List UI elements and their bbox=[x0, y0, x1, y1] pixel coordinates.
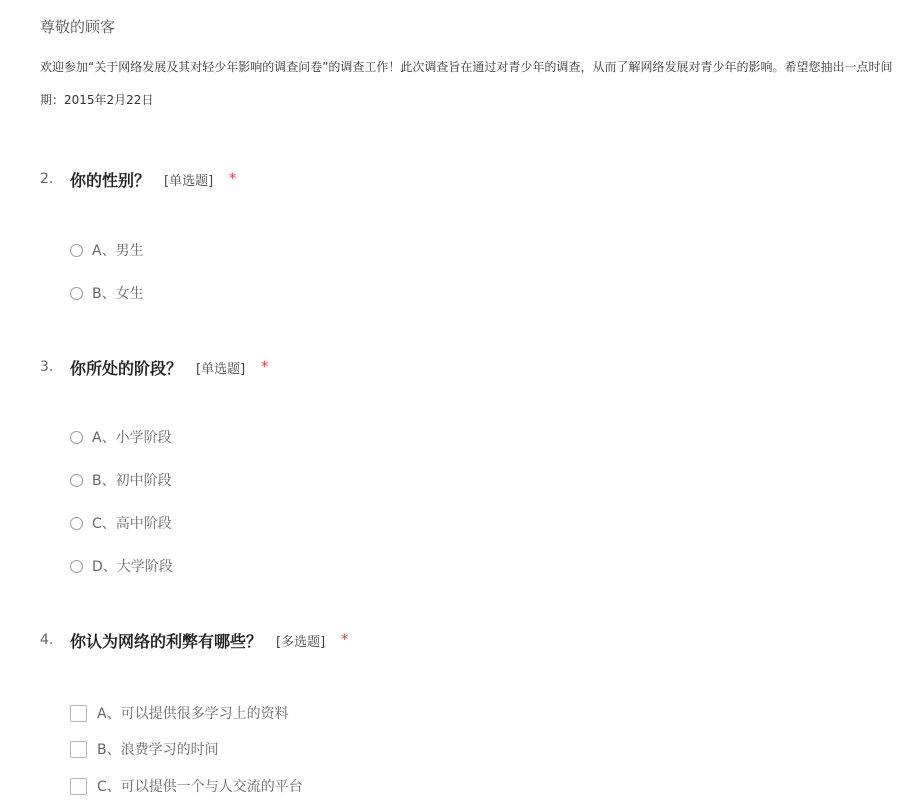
option-label: D、大学阶段 bbox=[92, 559, 173, 575]
radio-button-icon[interactable] bbox=[70, 517, 83, 530]
question-type-tag: [单选题] bbox=[164, 173, 214, 189]
radio-button-icon[interactable] bbox=[70, 287, 83, 300]
radio-button-icon[interactable] bbox=[70, 474, 83, 487]
question-type-tag: [多选题] bbox=[276, 634, 326, 650]
option-label: B、女生 bbox=[92, 286, 144, 302]
question-number: 3. bbox=[40, 359, 54, 375]
option-communication-platform[interactable] bbox=[70, 776, 303, 796]
radio-button-icon[interactable] bbox=[70, 431, 83, 444]
checkbox-icon[interactable] bbox=[70, 778, 87, 795]
question-number: 4. bbox=[40, 632, 54, 648]
question-2-header bbox=[40, 167, 236, 191]
question-title: 你的性别？ bbox=[70, 170, 151, 190]
required-mark: * bbox=[341, 632, 349, 648]
question-type-tag: [单选题] bbox=[196, 361, 246, 377]
option-junior-high[interactable] bbox=[70, 470, 172, 490]
option-female[interactable] bbox=[70, 283, 144, 303]
question-number: 2. bbox=[40, 171, 54, 187]
required-mark: * bbox=[261, 359, 269, 375]
option-senior-high[interactable] bbox=[70, 513, 172, 533]
question-title: 你认为网络的利弊有哪些？ bbox=[70, 631, 263, 651]
option-label: A、可以提供很多学习上的资料 bbox=[97, 706, 289, 722]
checkbox-icon[interactable] bbox=[70, 705, 87, 722]
option-label: C、高中阶段 bbox=[92, 516, 172, 532]
option-label: B、浪费学习的时间 bbox=[97, 742, 219, 758]
radio-button-icon[interactable] bbox=[70, 560, 83, 573]
checkbox-icon[interactable] bbox=[70, 741, 87, 758]
option-label: B、初中阶段 bbox=[92, 473, 172, 489]
question-3-header bbox=[40, 355, 268, 379]
survey-date: 期：2015年2月22日 bbox=[40, 93, 154, 107]
option-label: C、可以提供一个与人交流的平台 bbox=[97, 779, 303, 795]
survey-intro: 欢迎参加“关于网络发展及其对轻少年影响的调查问卷”的调查工作！此次调查旨在通过对青少年的调查，从而了解网络发展对青少年的影响。希望您抽出一点时间 bbox=[40, 60, 893, 74]
option-label: A、男生 bbox=[92, 243, 144, 259]
option-label: A、小学阶段 bbox=[92, 430, 172, 446]
greeting-title: 尊敬的顾客 bbox=[40, 18, 116, 36]
option-male[interactable] bbox=[70, 240, 144, 260]
radio-button-icon[interactable] bbox=[70, 244, 83, 257]
option-waste-time[interactable] bbox=[70, 739, 219, 759]
question-title: 你所处的阶段？ bbox=[70, 358, 183, 378]
option-primary-school[interactable] bbox=[70, 427, 172, 447]
option-learning-materials[interactable] bbox=[70, 703, 289, 723]
question-4-header bbox=[40, 628, 348, 652]
required-mark: * bbox=[229, 171, 237, 187]
option-university[interactable] bbox=[70, 556, 173, 576]
